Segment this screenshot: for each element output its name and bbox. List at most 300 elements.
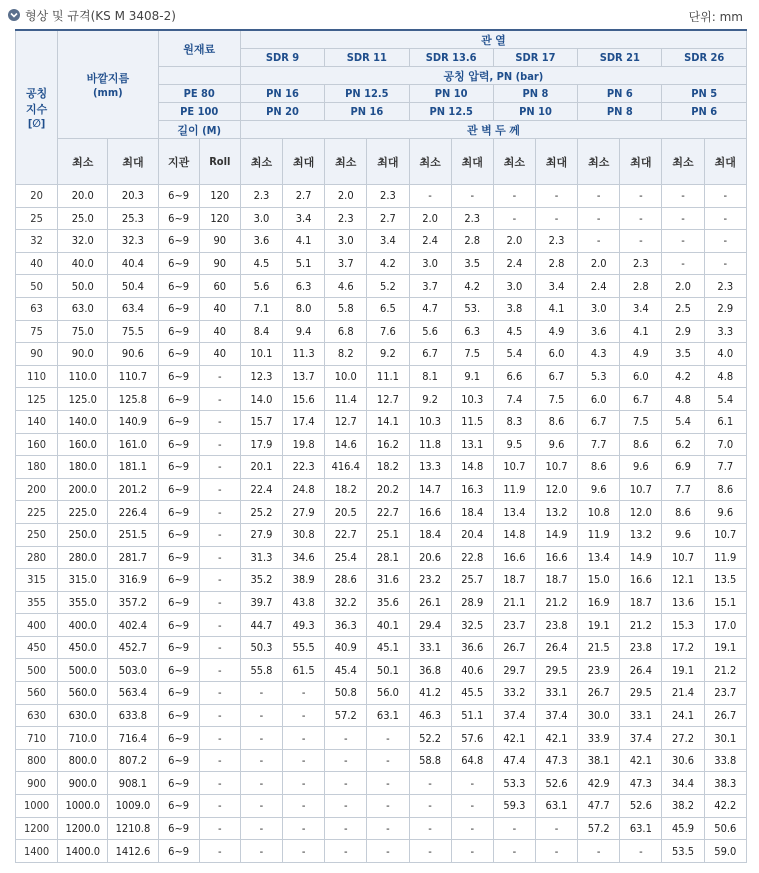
table-cell: 30.1 <box>704 727 746 750</box>
header-pe100: PE 100 <box>158 103 240 121</box>
table-cell: 6~9 <box>158 501 199 524</box>
table-cell: 6~9 <box>158 388 199 411</box>
table-cell: 5.3 <box>578 365 620 388</box>
table-cell: 29.4 <box>409 614 451 637</box>
header-wall-max: 최대 <box>620 139 662 185</box>
row-nominal-cell: 75 <box>16 320 58 343</box>
table-cell: 50.6 <box>704 817 746 840</box>
table-cell: 13.6 <box>662 591 704 614</box>
table-cell: 3.4 <box>535 275 577 298</box>
table-cell: 7.5 <box>451 343 493 366</box>
table-row <box>16 478 747 501</box>
table-cell: 28.6 <box>325 569 367 592</box>
table-cell: 5.8 <box>325 297 367 320</box>
header-pressure-label-blank <box>158 67 240 85</box>
table-cell: 2.3 <box>240 185 282 208</box>
row-nominal-cell: 160 <box>16 433 58 456</box>
table-cell: 6~9 <box>158 365 199 388</box>
header-pn-pe100: PN 12.5 <box>409 103 493 121</box>
table-cell: 9.5 <box>493 433 535 456</box>
header-outer-max: 최대 <box>108 139 158 185</box>
table-cell: 16.6 <box>409 501 451 524</box>
table-cell: 8.6 <box>578 456 620 479</box>
table-cell: 11.9 <box>493 478 535 501</box>
table-cell: 1412.6 <box>108 840 158 863</box>
table-cell: 3.6 <box>578 320 620 343</box>
table-cell: 8.6 <box>535 410 577 433</box>
table-cell: 3.4 <box>367 230 409 253</box>
table-cell: 33.1 <box>620 704 662 727</box>
table-cell: 59.3 <box>493 795 535 818</box>
table-cell: 19.8 <box>283 433 325 456</box>
table-cell: 26.4 <box>535 636 577 659</box>
table-cell: 14.9 <box>620 546 662 569</box>
header-wall-min: 최소 <box>578 139 620 185</box>
row-nominal-cell: 1200 <box>16 817 58 840</box>
table-cell: 11.9 <box>578 523 620 546</box>
table-cell: 4.1 <box>283 230 325 253</box>
table-cell: 12.0 <box>535 478 577 501</box>
header-roll: Roll <box>199 139 240 185</box>
table-cell: - <box>620 207 662 230</box>
table-cell: 9.2 <box>367 343 409 366</box>
table-cell: - <box>535 207 577 230</box>
table-cell: 9.6 <box>662 523 704 546</box>
table-cell: 33.9 <box>578 727 620 750</box>
table-cell: - <box>704 185 746 208</box>
table-row <box>16 659 747 682</box>
header-pn-pe80: PN 6 <box>578 85 662 103</box>
table-cell: 7.4 <box>493 388 535 411</box>
table-cell: 6~9 <box>158 185 199 208</box>
table-row <box>16 501 747 524</box>
table-cell: 22.7 <box>325 523 367 546</box>
table-row <box>16 682 747 705</box>
table-cell: 63.1 <box>535 795 577 818</box>
table-cell: 14.8 <box>451 456 493 479</box>
header-material: 원재료 <box>158 30 240 67</box>
header-straight: 지관 <box>158 139 199 185</box>
row-nominal-cell: 40 <box>16 252 58 275</box>
table-cell: 4.8 <box>662 388 704 411</box>
table-cell: 45.5 <box>451 682 493 705</box>
table-cell: 75.5 <box>108 320 158 343</box>
table-cell: - <box>325 749 367 772</box>
table-cell: 27.2 <box>662 727 704 750</box>
row-nominal-cell: 20 <box>16 185 58 208</box>
table-cell: - <box>451 795 493 818</box>
table-cell: 37.4 <box>535 704 577 727</box>
table-cell: 6~9 <box>158 569 199 592</box>
table-cell: - <box>199 727 240 750</box>
table-cell: 13.2 <box>620 523 662 546</box>
table-cell: 9.6 <box>535 433 577 456</box>
table-cell: 14.9 <box>535 523 577 546</box>
table-row <box>16 410 747 433</box>
table-cell: 7.5 <box>535 388 577 411</box>
table-cell: 11.3 <box>283 343 325 366</box>
table-cell: 225.0 <box>58 501 108 524</box>
table-cell: 55.5 <box>283 636 325 659</box>
table-cell: - <box>240 704 282 727</box>
table-cell: - <box>199 817 240 840</box>
table-cell: - <box>409 817 451 840</box>
table-cell: 47.4 <box>493 749 535 772</box>
table-cell: 40.1 <box>367 614 409 637</box>
table-cell: 2.3 <box>704 275 746 298</box>
table-cell: 2.7 <box>283 185 325 208</box>
table-cell: - <box>199 772 240 795</box>
table-cell: 35.2 <box>240 569 282 592</box>
table-cell: 3.4 <box>283 207 325 230</box>
table-cell: 6~9 <box>158 456 199 479</box>
table-cell: 900.0 <box>58 772 108 795</box>
table-cell: - <box>409 772 451 795</box>
table-cell: - <box>199 591 240 614</box>
row-nominal-cell: 800 <box>16 749 58 772</box>
table-cell: 28.1 <box>367 546 409 569</box>
header-nominal: 공칭 지수 [∅] <box>16 30 58 185</box>
table-cell: 61.5 <box>283 659 325 682</box>
table-cell: 125.0 <box>58 388 108 411</box>
table-cell: 3.5 <box>451 252 493 275</box>
row-nominal-cell: 90 <box>16 343 58 366</box>
table-cell: 22.4 <box>240 478 282 501</box>
table-cell: 11.1 <box>367 365 409 388</box>
table-cell: 11.5 <box>451 410 493 433</box>
row-nominal-cell: 280 <box>16 546 58 569</box>
table-cell: 31.6 <box>367 569 409 592</box>
header-wall-min: 최소 <box>662 139 704 185</box>
header-pressure: 공칭 압력, PN (bar) <box>240 67 746 85</box>
table-cell: - <box>283 704 325 727</box>
table-cell: 6~9 <box>158 682 199 705</box>
table-cell: 110.0 <box>58 365 108 388</box>
table-cell: 32.5 <box>451 614 493 637</box>
table-cell: - <box>325 727 367 750</box>
table-cell: 13.2 <box>535 501 577 524</box>
table-cell: 6.0 <box>578 388 620 411</box>
table-cell: 161.0 <box>108 433 158 456</box>
table-cell: - <box>199 456 240 479</box>
header-tube-series: 관 열 <box>240 30 746 49</box>
table-cell: 27.9 <box>283 501 325 524</box>
header-pn-pe100: PN 8 <box>578 103 662 121</box>
spec-table <box>15 29 747 863</box>
table-row <box>16 252 747 275</box>
table-cell: 2.8 <box>535 252 577 275</box>
table-cell: 33.1 <box>535 682 577 705</box>
table-cell: 32.0 <box>58 230 108 253</box>
section-caption[interactable] <box>8 6 176 24</box>
table-cell: 807.2 <box>108 749 158 772</box>
table-cell: 15.1 <box>704 591 746 614</box>
table-row <box>16 636 747 659</box>
table-cell: 90 <box>199 252 240 275</box>
table-cell: 9.6 <box>704 501 746 524</box>
table-row <box>16 275 747 298</box>
table-cell: - <box>704 230 746 253</box>
table-cell: - <box>283 795 325 818</box>
table-cell: 64.8 <box>451 749 493 772</box>
table-cell: 52.2 <box>409 727 451 750</box>
table-cell: 46.3 <box>409 704 451 727</box>
table-cell: 4.1 <box>620 320 662 343</box>
table-cell: - <box>240 795 282 818</box>
header-sdr: SDR 11 <box>325 49 409 67</box>
table-cell: 4.2 <box>367 252 409 275</box>
table-cell: - <box>662 252 704 275</box>
table-cell: 2.0 <box>409 207 451 230</box>
table-cell: 3.0 <box>325 230 367 253</box>
header-pn-pe80: PN 16 <box>240 85 324 103</box>
table-cell: 6.7 <box>535 365 577 388</box>
table-cell: 25.0 <box>58 207 108 230</box>
header-wall-min: 최소 <box>325 139 367 185</box>
table-cell: - <box>367 749 409 772</box>
table-cell: 32.2 <box>325 591 367 614</box>
table-cell: - <box>199 365 240 388</box>
table-cell: 4.0 <box>704 343 746 366</box>
header-sdr: SDR 13.6 <box>409 49 493 67</box>
table-cell: - <box>199 614 240 637</box>
table-cell: 140.9 <box>108 410 158 433</box>
table-cell: 6.9 <box>662 456 704 479</box>
caption-text: 형상 및 규격(KS M 3408-2) <box>25 8 176 23</box>
table-cell: 42.1 <box>620 749 662 772</box>
table-cell: 90.6 <box>108 343 158 366</box>
table-cell: 50.4 <box>108 275 158 298</box>
table-cell: 2.8 <box>451 230 493 253</box>
table-cell: - <box>578 185 620 208</box>
header-wall-min: 최소 <box>240 139 282 185</box>
table-cell: - <box>662 185 704 208</box>
table-cell: - <box>620 840 662 863</box>
table-cell: 26.4 <box>620 659 662 682</box>
table-cell: 15.0 <box>578 569 620 592</box>
table-cell: 58.8 <box>409 749 451 772</box>
table-cell: 23.8 <box>620 636 662 659</box>
table-cell: 40.0 <box>58 252 108 275</box>
table-cell: 181.1 <box>108 456 158 479</box>
table-cell: 25.2 <box>240 501 282 524</box>
table-cell: 22.7 <box>367 501 409 524</box>
table-cell: 8.1 <box>409 365 451 388</box>
table-cell: - <box>199 501 240 524</box>
table-row <box>16 343 747 366</box>
table-cell: 53. <box>451 297 493 320</box>
table-cell: 36.6 <box>451 636 493 659</box>
table-cell: - <box>367 727 409 750</box>
table-cell: 6.0 <box>535 343 577 366</box>
row-nominal-cell: 25 <box>16 207 58 230</box>
table-cell: 31.3 <box>240 546 282 569</box>
table-cell: - <box>367 817 409 840</box>
table-cell: - <box>367 840 409 863</box>
table-cell: 800.0 <box>58 749 108 772</box>
header-outer-min: 최소 <box>58 139 108 185</box>
table-cell: 4.2 <box>451 275 493 298</box>
row-nominal-cell: 140 <box>16 410 58 433</box>
table-cell: 6~9 <box>158 749 199 772</box>
table-cell: - <box>199 659 240 682</box>
table-cell: 12.3 <box>240 365 282 388</box>
table-cell: 1009.0 <box>108 795 158 818</box>
table-cell: 23.2 <box>409 569 451 592</box>
table-cell: 10.7 <box>704 523 746 546</box>
table-cell: - <box>240 749 282 772</box>
header-pn-pe100: PN 6 <box>662 103 747 121</box>
table-cell: 2.5 <box>662 297 704 320</box>
table-cell: 26.7 <box>704 704 746 727</box>
table-cell: 21.1 <box>493 591 535 614</box>
row-nominal-cell: 180 <box>16 456 58 479</box>
table-cell: - <box>199 682 240 705</box>
table-cell: 18.2 <box>367 456 409 479</box>
table-cell: 4.5 <box>240 252 282 275</box>
table-cell: 3.0 <box>240 207 282 230</box>
table-cell: 2.9 <box>704 297 746 320</box>
table-cell: - <box>493 817 535 840</box>
table-cell: 57.2 <box>325 704 367 727</box>
header-wall-min: 최소 <box>409 139 451 185</box>
table-cell: - <box>240 840 282 863</box>
row-nominal-cell: 250 <box>16 523 58 546</box>
table-cell: 20.1 <box>240 456 282 479</box>
table-cell: 7.6 <box>367 320 409 343</box>
table-cell: 6.1 <box>704 410 746 433</box>
table-cell: 6~9 <box>158 636 199 659</box>
table-cell: 6~9 <box>158 840 199 863</box>
table-cell: 8.6 <box>662 501 704 524</box>
table-cell: 2.0 <box>578 252 620 275</box>
table-cell: - <box>199 478 240 501</box>
table-cell: 1200.0 <box>58 817 108 840</box>
table-cell: 23.7 <box>493 614 535 637</box>
table-cell: 38.9 <box>283 569 325 592</box>
table-cell: 13.4 <box>578 546 620 569</box>
table-cell: 19.1 <box>704 636 746 659</box>
table-cell: 6.7 <box>409 343 451 366</box>
table-cell: - <box>283 817 325 840</box>
table-cell: 12.0 <box>620 501 662 524</box>
row-nominal-cell: 125 <box>16 388 58 411</box>
table-cell: 11.4 <box>325 388 367 411</box>
table-cell: 12.7 <box>367 388 409 411</box>
table-cell: 59.0 <box>704 840 746 863</box>
table-cell: 4.3 <box>578 343 620 366</box>
table-cell: 19.1 <box>578 614 620 637</box>
table-cell: 33.1 <box>409 636 451 659</box>
table-cell: 10.8 <box>578 501 620 524</box>
table-cell: - <box>704 207 746 230</box>
table-cell: 503.0 <box>108 659 158 682</box>
header-wall-thickness: 관 벽 두 께 <box>240 121 746 139</box>
table-cell: 2.3 <box>451 207 493 230</box>
table-cell: - <box>451 185 493 208</box>
table-cell: 2.4 <box>578 275 620 298</box>
header-wall-max: 최대 <box>367 139 409 185</box>
table-cell: 250.0 <box>58 523 108 546</box>
table-cell: 125.8 <box>108 388 158 411</box>
table-cell: 16.2 <box>367 433 409 456</box>
table-cell: 4.9 <box>535 320 577 343</box>
table-cell: 2.0 <box>493 230 535 253</box>
table-cell: 50.3 <box>240 636 282 659</box>
table-cell: 36.8 <box>409 659 451 682</box>
table-cell: 9.1 <box>451 365 493 388</box>
row-nominal-cell: 63 <box>16 297 58 320</box>
row-nominal-cell: 710 <box>16 727 58 750</box>
table-cell: - <box>240 727 282 750</box>
table-cell: - <box>578 207 620 230</box>
table-cell: 23.7 <box>704 682 746 705</box>
table-cell: 563.4 <box>108 682 158 705</box>
table-cell: - <box>535 840 577 863</box>
table-cell: 42.2 <box>704 795 746 818</box>
table-cell: 25.7 <box>451 569 493 592</box>
table-cell: 14.8 <box>493 523 535 546</box>
table-cell: 3.4 <box>620 297 662 320</box>
table-cell: 716.4 <box>108 727 158 750</box>
table-cell: 6~9 <box>158 252 199 275</box>
table-cell: - <box>662 230 704 253</box>
table-cell: - <box>535 817 577 840</box>
table-cell: 4.6 <box>325 275 367 298</box>
table-cell: 226.4 <box>108 501 158 524</box>
table-cell: 49.3 <box>283 614 325 637</box>
table-cell: 10.7 <box>620 478 662 501</box>
table-cell: 2.3 <box>535 230 577 253</box>
table-cell: 38.1 <box>578 749 620 772</box>
table-cell: 34.4 <box>662 772 704 795</box>
table-cell: 40.6 <box>451 659 493 682</box>
table-row <box>16 795 747 818</box>
table-cell: 6~9 <box>158 546 199 569</box>
table-cell: 53.5 <box>662 840 704 863</box>
table-cell: 710.0 <box>58 727 108 750</box>
header-length: 길이 (M) <box>158 121 240 139</box>
table-cell: 18.7 <box>493 569 535 592</box>
table-cell: 1000.0 <box>58 795 108 818</box>
table-cell: 10.7 <box>662 546 704 569</box>
table-cell: 47.3 <box>535 749 577 772</box>
table-cell: 32.3 <box>108 230 158 253</box>
table-cell: 2.0 <box>325 185 367 208</box>
chevron-down-icon <box>8 9 20 21</box>
table-cell: 2.9 <box>662 320 704 343</box>
table-row <box>16 320 747 343</box>
table-cell: 18.4 <box>451 501 493 524</box>
table-cell: - <box>409 840 451 863</box>
table-cell: 21.5 <box>578 636 620 659</box>
table-cell: 14.7 <box>409 478 451 501</box>
table-cell: 2.3 <box>367 185 409 208</box>
table-cell: - <box>199 795 240 818</box>
table-cell: - <box>662 207 704 230</box>
table-cell: 60 <box>199 275 240 298</box>
table-cell: 28.9 <box>451 591 493 614</box>
table-cell: 21.2 <box>704 659 746 682</box>
table-cell: 4.1 <box>535 297 577 320</box>
table-cell: 37.4 <box>620 727 662 750</box>
table-cell: 11.8 <box>409 433 451 456</box>
row-nominal-cell: 1000 <box>16 795 58 818</box>
table-cell: 5.4 <box>704 388 746 411</box>
table-cell: 8.6 <box>704 478 746 501</box>
table-cell: 8.6 <box>620 433 662 456</box>
table-cell: 10.1 <box>240 343 282 366</box>
